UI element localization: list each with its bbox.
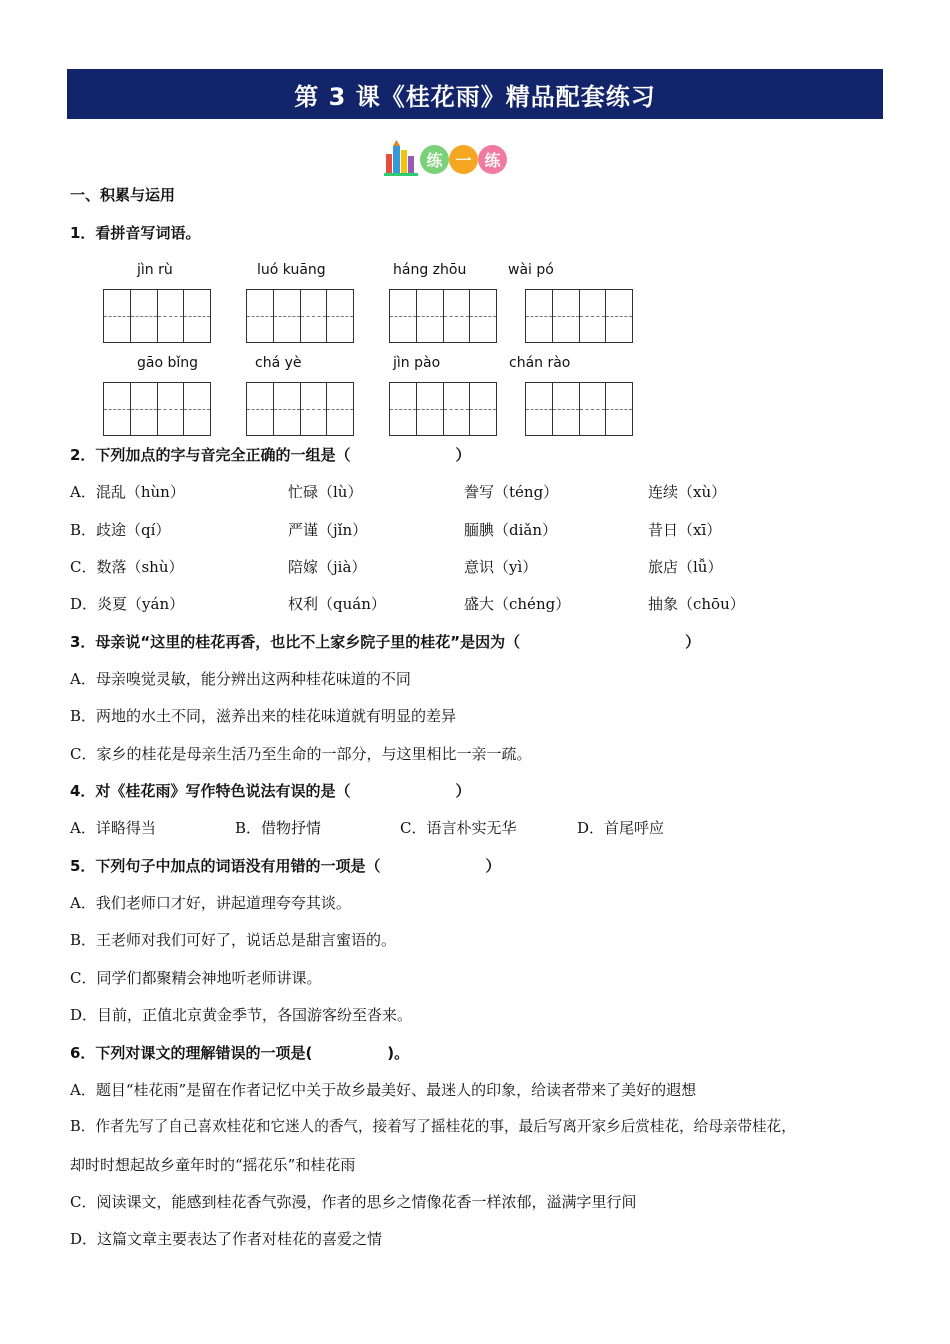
badge-char-2: 一 xyxy=(449,145,478,174)
writing-grid[interactable] xyxy=(525,289,633,343)
pinyin-label: chá yè xyxy=(255,355,302,371)
writing-grid[interactable] xyxy=(246,289,354,343)
pinyin-label: gāo bǐng xyxy=(137,355,199,371)
option-text: 陪嫁（jià） xyxy=(288,558,367,576)
badge-char-3: 练 xyxy=(478,145,507,174)
section-heading: 一、积累与运用 xyxy=(70,186,176,204)
pinyin-label: wài pó xyxy=(508,262,554,278)
writing-grid[interactable] xyxy=(389,382,497,436)
option-text: A．详略得当 xyxy=(70,819,156,837)
page-title: 第 3 课《桂花雨》精品配套练习 xyxy=(67,69,883,119)
option-text: C．阅读课文，能感到桂花香气弥漫，作者的思乡之情像花香一样浓郁，溢满字里行间 xyxy=(70,1193,637,1211)
option-text: 腼腆（diǎn） xyxy=(464,521,558,539)
building-icon xyxy=(382,138,422,178)
option-text: B．借物抒情 xyxy=(235,819,322,837)
option-text: 抽象（chōu） xyxy=(648,595,745,613)
pinyin-label: jìn rù xyxy=(137,262,173,278)
option-text: A．母亲嗅觉灵敏，能分辨出这两种桂花味道的不同 xyxy=(70,670,411,688)
writing-grid[interactable] xyxy=(103,382,211,436)
option-text: A．题目“桂花雨”是留在作者记忆中关于故乡最美好、最迷人的印象，给读者带来了美好的遐想 xyxy=(70,1081,697,1099)
option-text: C．语言朴实无华 xyxy=(400,819,517,837)
option-text: D．目前，正值北京黄金季节，各国游客纷至沓来。 xyxy=(70,1006,413,1024)
option-text: C．家乡的桂花是母亲生活乃至生命的一部分，与这里相比一亲一疏。 xyxy=(70,745,532,763)
option-text: B．作者先写了自己喜欢桂花和它迷人的香气，接着写了摇桂花的事，最后写离开家乡后赏桂花，给母亲带桂花， xyxy=(70,1118,796,1135)
pinyin-label: jìn pào xyxy=(393,355,441,371)
option-text: C．数落（shù） xyxy=(70,558,184,576)
option-text: B．王老师对我们可好了，说话总是甜言蜜语的。 xyxy=(70,931,397,949)
option-text: 却时时想起故乡童年时的“摇花乐”和桂花雨 xyxy=(70,1156,356,1174)
question-5-stem: 5．下列句子中加点的词语没有用错的一项是（ ） xyxy=(70,857,501,875)
option-text: D．这篇文章主要表达了作者对桂花的喜爱之情 xyxy=(70,1230,383,1248)
option-text: D．首尾呼应 xyxy=(577,819,665,837)
option-text: B．歧途（qí） xyxy=(70,521,171,539)
practice-badge xyxy=(382,138,512,178)
option-text: A．我们老师口才好，讲起道理夸夸其谈。 xyxy=(70,894,351,912)
writing-grid[interactable] xyxy=(103,289,211,343)
question-4-stem: 4．对《桂花雨》写作特色说法有误的是（ ） xyxy=(70,782,471,800)
writing-grid[interactable] xyxy=(246,382,354,436)
option-text: B．两地的水土不同，滋养出来的桂花味道就有明显的差异 xyxy=(70,707,457,725)
writing-grid[interactable] xyxy=(389,289,497,343)
pinyin-label: chán rào xyxy=(509,355,571,371)
option-text: 连续（xù） xyxy=(648,483,727,501)
writing-grid[interactable] xyxy=(525,382,633,436)
option-text: C．同学们都聚精会神地听老师讲课。 xyxy=(70,969,322,987)
option-text: 权利（quán） xyxy=(288,595,386,613)
badge-char-1: 练 xyxy=(420,145,449,174)
option-text: 誊写（téng） xyxy=(464,483,559,501)
question-1-stem: 1．看拼音写词语。 xyxy=(70,224,201,242)
pinyin-label: luó kuāng xyxy=(257,262,326,278)
pinyin-label: háng zhōu xyxy=(393,262,467,278)
option-text: 严谨（jǐn） xyxy=(288,521,368,539)
option-text: 盛大（chéng） xyxy=(464,595,571,613)
option-text: 旅店（lǚ） xyxy=(648,558,723,576)
question-3-stem: 3．母亲说“这里的桂花再香，也比不上家乡院子里的桂花”是因为（ ） xyxy=(70,633,701,651)
option-text: A．混乱（hùn） xyxy=(70,483,185,501)
option-text: 意识（yì） xyxy=(464,558,538,576)
option-text: D．炎夏（yán） xyxy=(70,595,185,613)
question-2-stem: 2．下列加点的字与音完全正确的一组是（ ） xyxy=(70,446,471,464)
option-text: 昔日（xī） xyxy=(648,521,722,539)
option-text: 忙碌（lù） xyxy=(288,483,363,501)
question-6-stem: 6．下列对课文的理解错误的一项是( )。 xyxy=(70,1044,410,1062)
